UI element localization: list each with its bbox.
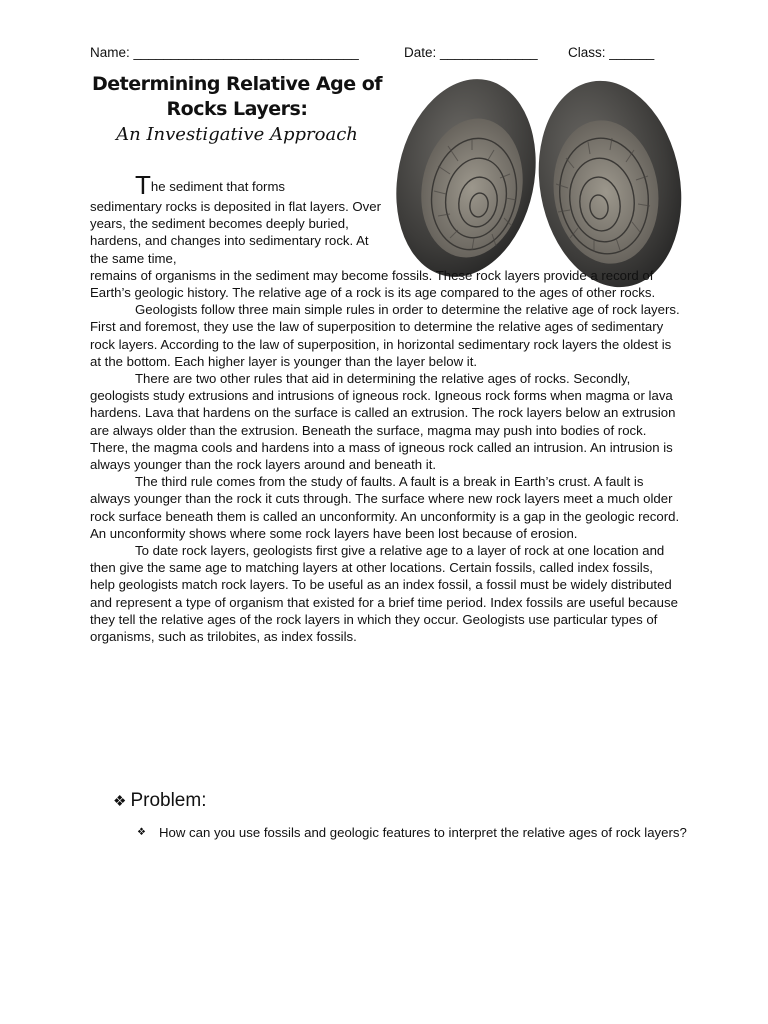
name-field[interactable]: Name: ______________________________ bbox=[90, 45, 359, 60]
problem-heading bbox=[113, 790, 206, 812]
intro-first-line-text: he sediment that forms bbox=[150, 179, 286, 194]
date-field[interactable]: Date: _____________ bbox=[404, 45, 538, 60]
paragraph-index-fossils: To date rock layers, geologists first give a relative age to a layer of rock at one location and then give the same age to matching layers at other locations. Certain fossils, called index fossils, help geologists match rock layers. To be useful as an index fossil, a fossil must be widely distributed and represent a type of organism that existed for a brief time period. Index fossils are useful because they tell the relative ages of the rock layers in which they occur. Geologists use particular types of organisms, such as trilobites, as index fossils. bbox=[90, 543, 678, 645]
intro-first-line bbox=[90, 172, 386, 198]
paragraph-igneous: There are two other rules that aid in determining the relative ages of rocks. Secondly, geologists study extrusions and intrusions of igneous rock. Igneous rock forms when magma or lava hardens. Lava that hardens on the surface is called an extrusion. The rock layers below an extrusion are always older than the extrusion. Beneath the surface, magma may push into bodies of rock. There, the magma cools and hardens into a mass of igneous rock called an intrusion. An intrusion is always younger than the rock layers around and beneath it. bbox=[90, 371, 676, 473]
worksheet-subtitle: An Investigative Approach bbox=[116, 124, 358, 145]
drop-cap: T bbox=[135, 170, 151, 200]
intro-wrapped-text: sedimentary rocks is deposited in flat layers. Over years, the sediment becomes deeply buried, hardens, and changes into sedimentary rock. At the same time, bbox=[90, 199, 381, 266]
paragraph-superposition: Geologists follow three main simple rules in order to determine the relative age of rock layers. First and foremost, they use the law of superposition to determine the relative ages of sedimentary rock layers. According to the law of superposition, in horizontal sedimentary rock layers the oldest is at the bottom. Each higher layer is younger than the layer below it. bbox=[90, 302, 680, 369]
diamond-bullet-icon: ❖ bbox=[137, 827, 146, 838]
class-field[interactable]: Class: ______ bbox=[568, 45, 655, 60]
worksheet-title: Determining Relative Age of Rocks Layers: bbox=[91, 73, 383, 120]
problem-heading-text: Problem: bbox=[130, 790, 207, 811]
reading-passage bbox=[90, 172, 680, 645]
diamond-bullet-icon: ❖ bbox=[113, 793, 127, 810]
intro-rest-text: remains of organisms in the sediment may become fossils. These rock layers provide a record of Earth’s geologic history. The relative age of a rock is its age compared to the ages of other rocks. bbox=[90, 267, 656, 301]
paragraph-faults: The third rule comes from the study of faults. A fault is a break in Earth’s crust. A fault is always younger than the rock it cuts through. The surface where new rock layers meet a much older rock surface beneath them is called an unconformity. An unconformity is a gap in the geologic record. An unconformity shows where some rock layers have been lost because of erosion. bbox=[90, 474, 680, 541]
problem-question bbox=[137, 824, 692, 841]
intro-wrapped-block bbox=[90, 172, 386, 267]
problem-question-text: How can you use fossils and geologic features to interpret the relative ages of rock layers? bbox=[159, 825, 687, 840]
